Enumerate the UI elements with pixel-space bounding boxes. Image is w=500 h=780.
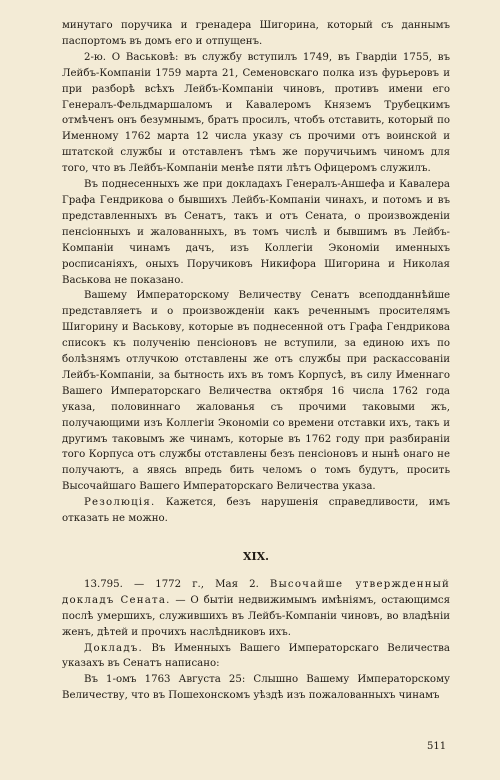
section-numeral: XIX. bbox=[242, 550, 270, 563]
entry-number-date: 13.795. — 1772 г., Мая 2. bbox=[84, 578, 259, 590]
page-number: 511 bbox=[427, 741, 447, 752]
report-text: Въ Именныхъ Вашего Императорскаго Величества указахъ въ Сенатъ написано: bbox=[62, 642, 450, 670]
resolution-paragraph bbox=[62, 495, 450, 527]
resolution-text: Кажется, безъ нарушенія справедливости, имъ отказать не можно. bbox=[62, 497, 450, 525]
entry-heading bbox=[62, 577, 450, 641]
paragraph-3: Въ поднесенныхъ же при докладахъ Генералъ-Аншефа и Кавалера Графа Гендрикова о бывшихъ Лейбъ-Компаніи чинахъ, и потомъ и въ представленныхъ въ Сенатъ, такъ и отъ Сената, о произвожденіи пенсіонныхъ и жалованныхъ, въ томъ числѣ и бывшимъ въ Лейбъ-Компаніи чинамъ дачъ, изъ Коллегіи Экономіи именныхъ росписаніяхъ, оныхъ Поручиковъ Никифора Шигорина и Николая Васькова не показано. bbox=[62, 179, 450, 286]
paragraph-4: Вашему Императорскому Величеству Сенатъ всеподданнѣйше представляетъ и о произвожденіи какъ реченнымъ просителямъ Шигорину и Васькову, которые въ поднесенной отъ Графа Гендрикова списокъ къ полученію пенсіоновъ не вступили, за единою ихъ по болѣзнямъ отлучкою отставлены же отъ службы при раскассованіи Лейбъ-Компаніи, за бытность ихъ въ томъ Корпусѣ, въ силу Именнаго Вашего Императорскаго Величества октября 16 числа 1762 года указа, половиннаго жалованья съ прочими таковыми жъ, получающими изъ Коллегіи Экономіи со времени отставки ихъ, такъ и другимъ таковымъ же чинамъ, которые въ 1762 году при разбираніи того Корпуса отъ службы отставлены безъ пенсіоновъ и нынѣ онаго не получаютъ, а явясь впредь бить челомъ о томъ будутъ, просить Высочайшаго Вашего Императорскаго Величества указа. bbox=[62, 290, 450, 493]
resolution-label: Резолюція. bbox=[84, 497, 156, 509]
page-body bbox=[62, 18, 450, 704]
entry-title-rest: — О бытіи недвижимымъ имѣніямъ, остающимся послѣ умершихъ, служившихъ въ Лейбъ-Компаніи чиновъ, во владѣніи женъ, дѣтей и прочихъ наслѣдниковъ ихъ. bbox=[62, 594, 450, 638]
paragraph-1: минутаго поручика и гренадера Шигорина, который съ даннымъ паспортомъ въ домъ его и отпущенъ. bbox=[62, 20, 450, 47]
report-label: Докладъ. bbox=[84, 642, 143, 654]
report-paragraph bbox=[62, 641, 450, 673]
entry-title-spaced: Высочайше утвержденный докладъ Сената. bbox=[62, 578, 450, 606]
paragraph-2: 2-ю. О Васьковѣ: въ службу вступилъ 1749, въ Гвардіи 1755, въ Лейбъ-Компаніи 1759 марта 21, Семеновскаго полка изъ фурьеровъ и при разборѣ всѣхъ Лейбъ-Компаніи чиновъ, противъ имени его Генералъ-Фельдмаршаломъ и Кавалеромъ Княземъ Трубецкимъ отмѣченъ онъ безумнымъ, братъ просилъ, чтобъ отставить, который по Именному 1762 марта 12 числа указу съ прочими отъ воинской и штатской службы и отставленъ тѣмъ же поручичьимъ чиномъ для того, что въ Лейбъ-Компаніи менѣе пяти лѣтъ Офицеромъ служилъ. bbox=[62, 51, 450, 175]
last-paragraph: Въ 1-омъ 1763 Августа 25: Слышно Вашему Императорскому Величеству, что въ Пошехонскомъ уѣздѣ изъ пожалованныхъ чинамъ bbox=[62, 674, 450, 702]
